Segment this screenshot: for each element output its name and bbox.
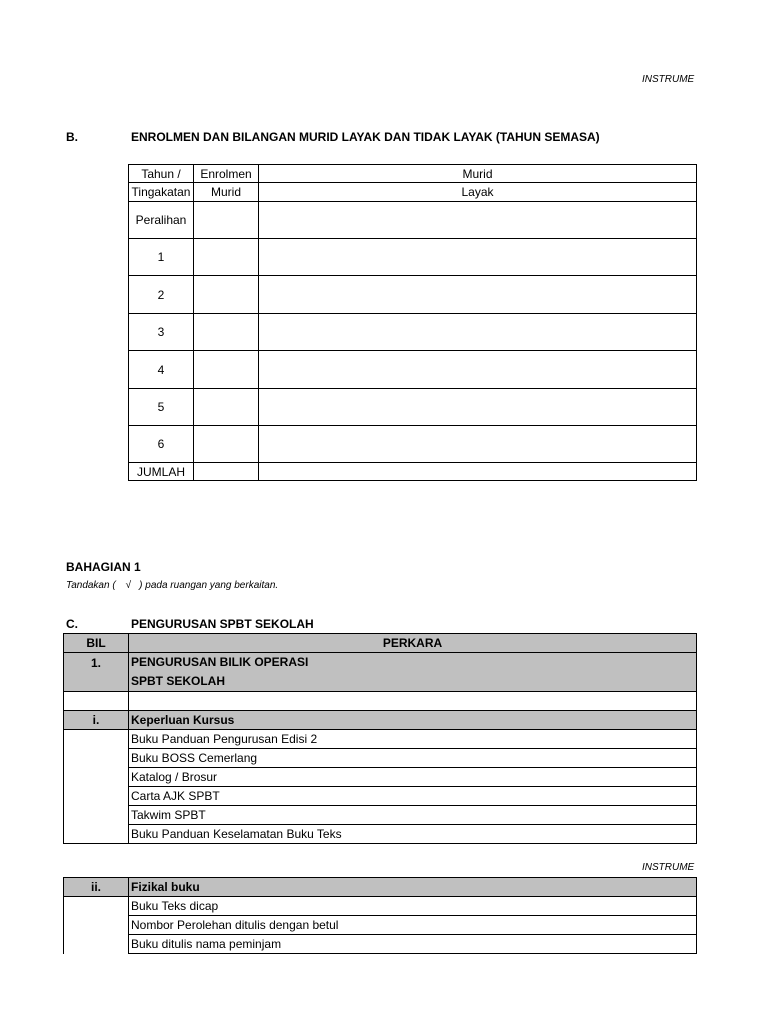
sub-item-number: ii.	[64, 878, 129, 897]
enrolmen-cell[interactable]	[194, 202, 259, 239]
instrument-label-2: INSTRUME	[642, 862, 695, 873]
bahagian-instruction	[66, 580, 278, 591]
section-c-letter: C.	[66, 617, 78, 631]
list-item: Carta AJK SPBT	[129, 787, 697, 806]
instruction-post: ) pada ruangan yang berkaitan.	[139, 580, 279, 591]
enrolmen-cell[interactable]	[194, 276, 259, 314]
header-tahun: Tahun /	[129, 165, 194, 183]
header-murid: Murid	[259, 165, 697, 183]
layak-cell[interactable]	[259, 276, 697, 314]
sub-item-title: Fizikal buku	[129, 878, 697, 897]
bil-blank-cell	[64, 897, 129, 954]
row-label: Peralihan	[129, 202, 194, 239]
row-label: 2	[129, 276, 194, 314]
row-label: 3	[129, 314, 194, 351]
layak-cell[interactable]	[259, 314, 697, 351]
list-item: Buku Panduan Pengurusan Edisi 2	[129, 730, 697, 749]
row-label-total: JUMLAH	[129, 463, 194, 481]
col-perkara: PERKARA	[129, 634, 697, 653]
enrolmen-cell[interactable]	[194, 426, 259, 463]
item-title-line2: SPBT SEKOLAH	[131, 674, 226, 688]
enrolment-table	[128, 164, 697, 481]
layak-cell[interactable]	[259, 389, 697, 426]
section-b-letter: B.	[66, 130, 78, 144]
enrolmen-cell[interactable]	[194, 351, 259, 389]
header-enrolmen-murid: Murid	[194, 183, 259, 202]
sub-item-title: Keperluan Kursus	[129, 711, 697, 730]
section-b-title: ENROLMEN DAN BILANGAN MURID LAYAK DAN TIDAK LAYAK (TAHUN SEMASA)	[131, 130, 600, 144]
enrolmen-cell[interactable]	[194, 314, 259, 351]
instruction-pre: Tandakan (	[66, 580, 116, 591]
enrolmen-cell[interactable]	[194, 389, 259, 426]
layak-cell[interactable]	[259, 426, 697, 463]
row-label: 4	[129, 351, 194, 389]
list-item: Takwim SPBT	[129, 806, 697, 825]
tick-icon: √	[125, 580, 132, 591]
header-enrolmen: Enrolmen	[194, 165, 259, 183]
layak-cell[interactable]	[259, 463, 697, 481]
spbt-table	[63, 633, 697, 844]
list-item: Buku Panduan Keselamatan Buku Teks	[129, 825, 697, 844]
instrument-label: INSTRUME	[642, 74, 695, 85]
item-title-line1: PENGURUSAN BILIK OPERASI	[131, 655, 309, 669]
header-tingkatan: Tingakatan	[129, 183, 194, 202]
layak-cell[interactable]	[259, 202, 697, 239]
empty-cell	[64, 692, 129, 711]
item-number: 1.	[64, 653, 129, 692]
enrolmen-cell[interactable]	[194, 239, 259, 276]
row-label: 5	[129, 389, 194, 426]
layak-cell[interactable]	[259, 351, 697, 389]
bil-blank-cell	[64, 730, 129, 844]
list-item: Nombor Perolehan ditulis dengan betul	[129, 916, 697, 935]
enrolmen-cell[interactable]	[194, 463, 259, 481]
item-title	[129, 653, 697, 692]
list-item: Buku ditulis nama peminjam	[129, 935, 697, 954]
list-item: Buku Teks dicap	[129, 897, 697, 916]
layak-cell[interactable]	[259, 239, 697, 276]
header-layak: Layak	[259, 183, 697, 202]
row-label: 1	[129, 239, 194, 276]
list-item: Buku BOSS Cemerlang	[129, 749, 697, 768]
section-c-title: PENGURUSAN SPBT SEKOLAH	[131, 617, 314, 631]
row-label: 6	[129, 426, 194, 463]
spbt-table-continued	[63, 877, 697, 954]
col-bil: BIL	[64, 634, 129, 653]
list-item: Katalog / Brosur	[129, 768, 697, 787]
bahagian-title: BAHAGIAN 1	[66, 560, 141, 574]
sub-item-number: i.	[64, 711, 129, 730]
empty-cell	[129, 692, 697, 711]
